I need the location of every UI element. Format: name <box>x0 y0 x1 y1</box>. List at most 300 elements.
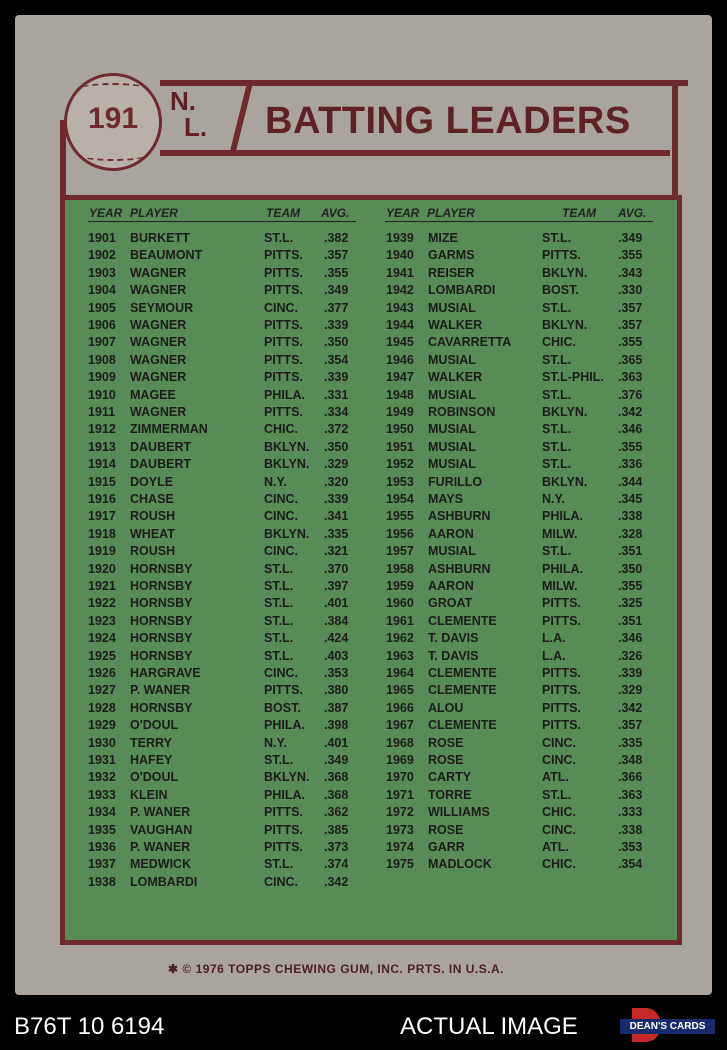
team-cell: PITTS. <box>264 370 303 385</box>
avg-cell: .363 <box>618 370 643 385</box>
avg-cell: .338 <box>618 509 643 524</box>
avg-cell: .366 <box>618 770 643 785</box>
avg-cell: .370 <box>324 561 349 576</box>
player-cell: WAGNER <box>130 370 187 385</box>
year-cell: 1927 <box>88 683 116 698</box>
player-cell: MUSIAL <box>428 439 476 454</box>
team-cell: BKLYN. <box>542 474 588 489</box>
avg-cell: .384 <box>324 613 349 628</box>
banner-bottom-line <box>160 150 670 156</box>
year-cell: 1915 <box>88 474 116 489</box>
player-cell: HORNSBY <box>130 613 193 628</box>
avg-cell: .346 <box>618 631 643 646</box>
team-cell: PITTS. <box>264 335 303 350</box>
player-cell: CLEMENTE <box>428 613 497 628</box>
avg-cell: .398 <box>324 718 349 733</box>
year-cell: 1942 <box>386 283 414 298</box>
avg-cell: .357 <box>618 300 643 315</box>
avg-cell: .368 <box>324 787 349 802</box>
player-cell: P. WANER <box>130 683 191 698</box>
year-cell: 1968 <box>386 735 414 750</box>
year-cell: 1919 <box>88 544 116 559</box>
team-cell: PITTS. <box>264 265 303 280</box>
team-cell: PITTS. <box>264 283 303 298</box>
avg-cell: .354 <box>618 857 643 872</box>
avg-cell: .342 <box>618 700 643 715</box>
team-cell: PHILA. <box>542 509 583 524</box>
year-cell: 1911 <box>88 405 116 419</box>
player-cell: ROSE <box>428 822 464 837</box>
left-header-avg: AVG. <box>321 206 350 220</box>
avg-cell: .331 <box>324 387 349 402</box>
year-cell: 1908 <box>88 352 116 367</box>
avg-cell: .403 <box>324 648 349 663</box>
team-cell: ST.L. <box>542 387 572 402</box>
avg-cell: .387 <box>324 700 349 715</box>
team-cell: PITTS. <box>542 596 581 611</box>
team-cell: ST.L. <box>542 300 572 315</box>
avg-cell: .351 <box>618 544 643 559</box>
player-cell: HORNSBY <box>130 561 193 576</box>
year-cell: 1961 <box>386 613 414 628</box>
year-cell: 1966 <box>386 700 414 715</box>
avg-cell: .333 <box>618 805 643 820</box>
left-header-year: YEAR <box>89 206 123 220</box>
year-cell: 1916 <box>88 492 116 506</box>
player-cell: HORNSBY <box>130 631 193 646</box>
team-cell: CINC. <box>264 666 299 680</box>
player-cell: CHASE <box>130 492 174 506</box>
team-cell: ST.L. <box>264 648 294 663</box>
avg-cell: .338 <box>618 822 643 837</box>
player-cell: WALKER <box>428 318 483 332</box>
player-cell: O'DOUL <box>130 718 179 733</box>
team-cell: ST.L. <box>542 787 572 802</box>
team-cell: ST.L. <box>264 857 294 872</box>
year-cell: 1937 <box>88 857 116 872</box>
year-cell: 1940 <box>386 248 414 263</box>
avg-cell: .330 <box>618 283 643 298</box>
avg-cell: .350 <box>618 561 643 576</box>
year-cell: 1946 <box>386 352 414 367</box>
team-cell: PITTS. <box>542 683 581 698</box>
avg-cell: .397 <box>324 579 349 593</box>
player-cell: WAGNER <box>130 335 187 350</box>
player-cell: HORNSBY <box>130 700 193 715</box>
year-cell: 1932 <box>88 770 116 785</box>
year-cell: 1973 <box>386 822 414 837</box>
team-cell: ST.L. <box>264 613 294 628</box>
player-cell: SEYMOUR <box>130 300 194 315</box>
year-cell: 1959 <box>386 579 414 593</box>
player-cell: HAFEY <box>130 753 173 767</box>
player-cell: VAUGHAN <box>130 822 193 837</box>
year-cell: 1972 <box>386 805 414 820</box>
team-cell: BKLYN. <box>264 457 310 472</box>
avg-cell: .385 <box>324 822 349 837</box>
avg-cell: .401 <box>324 735 349 750</box>
team-cell: ATL. <box>542 840 569 854</box>
player-cell: HORNSBY <box>130 596 193 611</box>
year-cell: 1970 <box>386 770 414 785</box>
left-header-underline <box>88 221 356 222</box>
team-cell: PITTS. <box>264 248 303 263</box>
player-cell: P. WANER <box>130 805 191 820</box>
team-cell: CINC. <box>542 753 577 767</box>
player-cell: MADLOCK <box>428 857 492 872</box>
avg-cell: .355 <box>324 265 349 280</box>
player-cell: DAUBERT <box>130 457 192 472</box>
team-cell: CINC. <box>264 300 299 315</box>
player-cell: FURILLO <box>428 474 483 489</box>
year-cell: 1935 <box>88 822 116 837</box>
year-cell: 1969 <box>386 753 414 767</box>
player-cell: KLEIN <box>130 787 168 802</box>
avg-cell: .355 <box>618 248 643 263</box>
team-cell: PITTS. <box>264 822 303 837</box>
year-cell: 1925 <box>88 648 116 663</box>
ball-stitch-top <box>79 83 147 95</box>
team-cell: PITTS. <box>264 840 303 854</box>
team-cell: N.Y. <box>542 492 565 506</box>
year-cell: 1939 <box>386 231 414 245</box>
year-cell: 1971 <box>386 787 414 802</box>
league-line-1: N. <box>170 86 196 116</box>
team-cell: CINC. <box>542 735 577 750</box>
left-header-player: PLAYER <box>130 206 178 220</box>
player-cell: ROSE <box>428 735 464 750</box>
year-cell: 1923 <box>88 613 116 628</box>
team-cell: PITTS. <box>264 805 303 820</box>
year-cell: 1920 <box>88 561 116 576</box>
avg-cell: .380 <box>324 683 349 698</box>
player-cell: LOMBARDI <box>428 283 496 298</box>
avg-cell: .348 <box>618 753 643 767</box>
year-cell: 1926 <box>88 666 116 680</box>
year-cell: 1922 <box>88 596 116 611</box>
avg-cell: .349 <box>618 231 643 245</box>
team-cell: ST.L. <box>264 561 294 576</box>
player-cell: CAVARRETTA <box>428 335 512 350</box>
player-cell: TORRE <box>428 787 472 802</box>
player-cell: O'DOUL <box>130 770 179 785</box>
year-cell: 1947 <box>386 370 414 385</box>
year-cell: 1902 <box>88 248 116 263</box>
player-cell: ROBINSON <box>428 405 496 419</box>
avg-cell: .342 <box>324 874 349 889</box>
team-cell: MILW. <box>542 579 578 593</box>
player-cell: WAGNER <box>130 318 187 332</box>
frame-right-line <box>672 150 678 200</box>
team-cell: CINC. <box>264 492 299 506</box>
player-cell: REISER <box>428 265 475 280</box>
avg-cell: .349 <box>324 753 349 767</box>
team-cell: ST.L. <box>264 579 294 593</box>
player-cell: AARON <box>428 579 474 593</box>
team-cell: CHIC. <box>542 805 577 820</box>
player-cell: GARMS <box>428 248 475 263</box>
right-header-avg: AVG. <box>618 206 647 220</box>
player-cell: ROUSH <box>130 544 176 559</box>
player-cell: MUSIAL <box>428 352 476 367</box>
league-label <box>170 88 207 140</box>
avg-cell: .357 <box>324 248 349 263</box>
player-cell: MAGEE <box>130 387 176 402</box>
player-cell: ROUSH <box>130 509 176 524</box>
avg-cell: .321 <box>324 544 349 559</box>
player-cell: MUSIAL <box>428 300 476 315</box>
player-cell: WAGNER <box>130 405 187 419</box>
actual-image-label: ACTUAL IMAGE <box>400 1013 578 1040</box>
year-cell: 1906 <box>88 318 116 332</box>
year-cell: 1953 <box>386 474 414 489</box>
player-cell: DAUBERT <box>130 439 192 454</box>
avg-cell: .320 <box>324 474 349 489</box>
avg-cell: .335 <box>324 526 349 541</box>
team-cell: CINC. <box>264 509 299 524</box>
avg-cell: .339 <box>618 666 643 680</box>
player-cell: TERRY <box>130 735 172 750</box>
player-cell: WALKER <box>428 370 483 385</box>
player-cell: GROAT <box>428 596 473 611</box>
avg-cell: .334 <box>324 405 349 419</box>
team-cell: ST.L. <box>264 596 294 611</box>
year-cell: 1960 <box>386 596 414 611</box>
avg-cell: .342 <box>618 405 643 419</box>
team-cell: PHILA. <box>542 561 583 576</box>
year-cell: 1956 <box>386 526 414 541</box>
team-cell: BKLYN. <box>542 265 588 280</box>
team-cell: BOST. <box>264 700 301 715</box>
year-cell: 1930 <box>88 735 116 750</box>
team-cell: ATL. <box>542 770 569 785</box>
avg-cell: .345 <box>618 492 643 506</box>
team-cell: PITTS. <box>264 318 303 332</box>
team-cell: ST.L. <box>264 631 294 646</box>
avg-cell: .374 <box>324 857 349 872</box>
player-cell: DOYLE <box>130 474 174 489</box>
player-cell: ASHBURN <box>428 561 491 576</box>
avg-cell: .373 <box>324 840 349 854</box>
right-header-year: YEAR <box>386 206 420 220</box>
player-cell: ALOU <box>428 700 464 715</box>
avg-cell: .339 <box>324 492 349 506</box>
year-cell: 1913 <box>88 439 116 454</box>
team-cell: BKLYN. <box>542 405 588 419</box>
year-cell: 1929 <box>88 718 116 733</box>
avg-cell: .341 <box>324 509 349 524</box>
team-cell: PITTS. <box>542 718 581 733</box>
card-title: BATTING LEADERS <box>265 100 631 142</box>
year-cell: 1936 <box>88 840 116 854</box>
team-cell: PITTS. <box>542 666 581 680</box>
avg-cell: .325 <box>618 596 643 611</box>
avg-cell: .362 <box>324 805 349 820</box>
player-cell: WILLIAMS <box>428 805 490 820</box>
player-cell: MUSIAL <box>428 544 476 559</box>
avg-cell: .353 <box>324 666 349 680</box>
team-cell: CINC. <box>264 874 299 889</box>
player-cell: WHEAT <box>130 526 175 541</box>
year-cell: 1907 <box>88 335 116 350</box>
team-cell: MILW. <box>542 526 578 541</box>
league-line-2: L. <box>184 112 208 142</box>
avg-cell: .382 <box>324 231 349 245</box>
avg-cell: .363 <box>618 787 643 802</box>
right-header-team: TEAM <box>562 206 596 220</box>
year-cell: 1909 <box>88 370 116 385</box>
right-header-player: PLAYER <box>427 206 475 220</box>
year-cell: 1952 <box>386 457 414 472</box>
player-cell: CLEMENTE <box>428 666 497 680</box>
year-cell: 1938 <box>88 874 116 889</box>
player-cell: MEDWICK <box>130 857 192 872</box>
player-cell: BEAUMONT <box>130 248 203 263</box>
avg-cell: .353 <box>618 840 643 854</box>
year-cell: 1928 <box>88 700 116 715</box>
avg-cell: .349 <box>324 283 349 298</box>
avg-cell: .355 <box>618 579 643 593</box>
avg-cell: .346 <box>618 422 643 437</box>
year-cell: 1958 <box>386 561 414 576</box>
year-cell: 1975 <box>386 857 414 872</box>
team-cell: ST.L. <box>542 457 572 472</box>
player-cell: WAGNER <box>130 265 187 280</box>
team-cell: N.Y. <box>264 735 287 750</box>
avg-cell: .329 <box>324 457 349 472</box>
avg-cell: .351 <box>618 613 643 628</box>
player-cell: T. DAVIS <box>428 631 479 646</box>
year-cell: 1957 <box>386 544 414 559</box>
avg-cell: .335 <box>618 735 643 750</box>
avg-cell: .377 <box>324 300 349 315</box>
avg-cell: .328 <box>618 526 643 541</box>
year-cell: 1948 <box>386 387 414 402</box>
team-cell: ST.L. <box>264 753 294 767</box>
player-cell: BURKETT <box>130 231 190 245</box>
avg-cell: .339 <box>324 318 349 332</box>
avg-cell: .339 <box>324 370 349 385</box>
avg-cell: .355 <box>618 439 643 454</box>
avg-cell: .365 <box>618 352 643 367</box>
right-header-underline <box>385 221 653 222</box>
card-number-baseball <box>64 73 162 171</box>
year-cell: 1945 <box>386 335 414 350</box>
player-cell: HORNSBY <box>130 648 193 663</box>
team-cell: ST.L. <box>542 544 572 559</box>
year-cell: 1964 <box>386 666 414 680</box>
year-cell: 1910 <box>88 387 116 402</box>
player-cell: GARR <box>428 840 465 854</box>
team-cell: PITTS. <box>264 683 303 698</box>
player-cell: MAYS <box>428 492 463 506</box>
year-cell: 1914 <box>88 457 116 472</box>
year-cell: 1949 <box>386 405 414 419</box>
team-cell: BKLYN. <box>264 770 310 785</box>
avg-cell: .326 <box>618 648 643 663</box>
team-cell: PITTS. <box>264 352 303 367</box>
year-cell: 1974 <box>386 840 414 854</box>
player-cell: MUSIAL <box>428 422 476 437</box>
team-cell: N.Y. <box>264 474 287 489</box>
year-cell: 1918 <box>88 526 116 541</box>
player-cell: ASHBURN <box>428 509 491 524</box>
logo-text: DEAN'S CARDS <box>620 1019 715 1034</box>
avg-cell: .343 <box>618 265 643 280</box>
player-cell: MUSIAL <box>428 387 476 402</box>
team-cell: CHIC. <box>542 857 577 872</box>
team-cell: ST.L. <box>542 231 572 245</box>
year-cell: 1903 <box>88 265 116 280</box>
team-cell: CINC. <box>542 822 577 837</box>
year-cell: 1955 <box>386 509 414 524</box>
deans-cards-logo <box>620 1008 715 1044</box>
year-cell: 1934 <box>88 805 116 820</box>
avg-cell: .376 <box>618 387 643 402</box>
year-cell: 1965 <box>386 683 414 698</box>
year-cell: 1912 <box>88 422 116 437</box>
player-cell: T. DAVIS <box>428 648 479 663</box>
avg-cell: .354 <box>324 352 349 367</box>
team-cell: PHILA. <box>264 718 305 733</box>
avg-cell: .344 <box>618 474 643 489</box>
year-cell: 1941 <box>386 265 414 280</box>
team-cell: ST.L. <box>264 231 294 245</box>
team-cell: CHIC. <box>542 335 577 350</box>
year-cell: 1933 <box>88 787 116 802</box>
team-cell: PITTS. <box>542 700 581 715</box>
player-cell: LOMBARDI <box>130 874 198 889</box>
year-cell: 1954 <box>386 492 414 506</box>
player-cell: HORNSBY <box>130 579 193 593</box>
team-cell: BKLYN. <box>542 318 588 332</box>
team-cell: PITTS. <box>542 613 581 628</box>
player-cell: HARGRAVE <box>130 666 201 680</box>
team-cell: PHILA. <box>264 387 305 402</box>
year-cell: 1905 <box>88 300 116 315</box>
year-cell: 1943 <box>386 300 414 315</box>
card-number: 191 <box>87 102 139 135</box>
year-cell: 1901 <box>88 231 116 245</box>
year-cell: 1924 <box>88 631 116 646</box>
inventory-code: B76T 10 6194 <box>14 1013 165 1040</box>
copyright-footer: ✱ © 1976 TOPPS CHEWING GUM, INC. PRTS. IN U.S.A. <box>168 962 505 976</box>
team-cell: ST.L. <box>542 422 572 437</box>
avg-cell: .329 <box>618 683 643 698</box>
player-cell: CARTY <box>428 770 472 785</box>
year-cell: 1917 <box>88 509 116 524</box>
year-cell: 1962 <box>386 631 414 646</box>
team-cell: PITTS. <box>264 405 303 419</box>
team-cell: ST.L. <box>542 352 572 367</box>
team-cell: PHILA. <box>264 787 305 802</box>
year-cell: 1931 <box>88 753 116 767</box>
player-cell: ZIMMERMAN <box>130 422 208 437</box>
avg-cell: .424 <box>324 631 349 646</box>
avg-cell: .372 <box>324 422 349 437</box>
team-cell: BKLYN. <box>264 526 310 541</box>
banner-top-line <box>160 80 688 86</box>
avg-cell: .336 <box>618 457 643 472</box>
player-cell: CLEMENTE <box>428 718 497 733</box>
avg-cell: .401 <box>324 596 349 611</box>
avg-cell: .357 <box>618 718 643 733</box>
player-cell: MIZE <box>428 231 458 245</box>
team-cell: PITTS. <box>542 248 581 263</box>
player-cell: WAGNER <box>130 352 187 367</box>
player-cell: CLEMENTE <box>428 683 497 698</box>
player-cell: MUSIAL <box>428 457 476 472</box>
